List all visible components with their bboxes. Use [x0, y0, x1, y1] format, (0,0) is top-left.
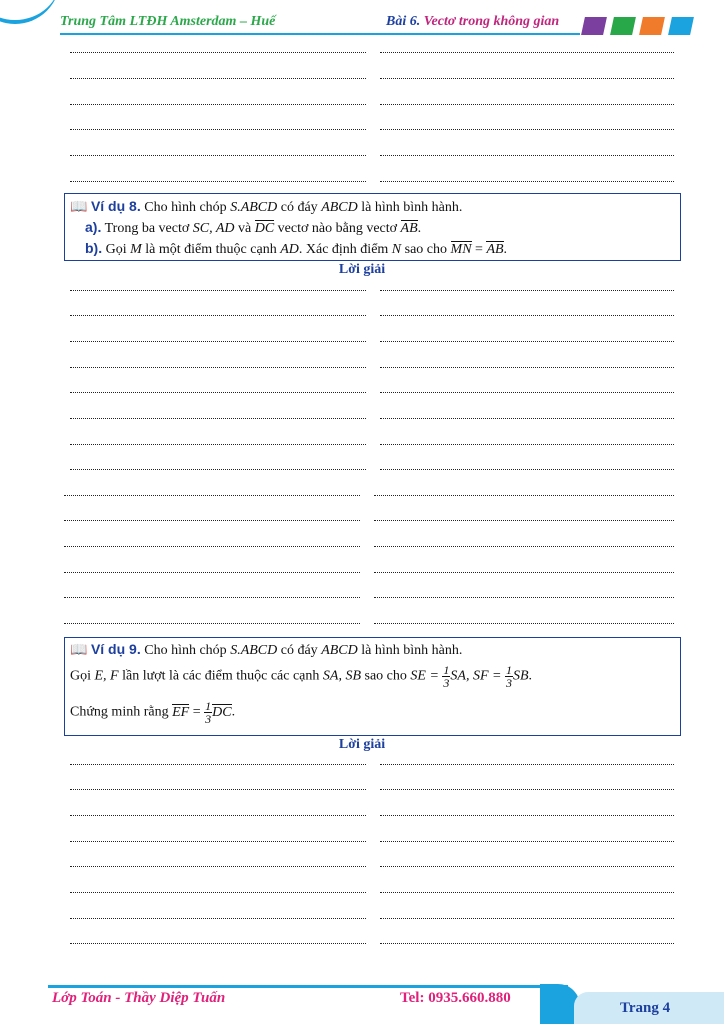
line-2-text-1: Gọi — [70, 668, 91, 684]
answer-line — [380, 469, 674, 470]
vector-dc: DC — [254, 221, 275, 236]
header-square-blue — [668, 17, 694, 35]
answer-line — [64, 572, 360, 573]
answer-line — [64, 546, 360, 547]
example-8-mid: có đáy — [280, 200, 318, 215]
part-b-label: b). — [85, 240, 103, 256]
answer-line — [374, 572, 674, 573]
points-e-f: E, F — [94, 668, 119, 684]
answer-line — [70, 315, 366, 316]
point-n: N — [391, 242, 402, 257]
solution-label-8: Lời giải — [338, 262, 386, 277]
answer-line — [374, 597, 674, 598]
point-m: M — [130, 242, 142, 257]
header-square-orange — [639, 17, 665, 35]
answer-line — [70, 764, 366, 765]
answer-line — [70, 341, 366, 342]
part-a-vectors: SC, AD — [192, 221, 235, 236]
answer-line — [380, 52, 674, 53]
answer-line — [380, 129, 674, 130]
answer-line — [70, 815, 366, 816]
footer-class-name: Lớp Toán - Thầy Diệp Tuấn — [52, 990, 226, 1006]
answer-line — [70, 444, 366, 445]
part-b-text-4: sao cho — [404, 242, 448, 257]
fraction-one-third-3 — [204, 700, 212, 725]
example-8-part-a: a). Trong ba vectơ SC, AD và DC vectơ nào bằng vectơ AB. — [85, 219, 422, 236]
answer-line — [70, 78, 366, 79]
answer-line — [374, 546, 674, 547]
answer-line — [380, 444, 674, 445]
answer-line — [380, 815, 674, 816]
answer-line — [70, 418, 366, 419]
base-name: ABCD — [321, 200, 358, 215]
example-8-line-1 — [70, 198, 462, 216]
answer-line — [380, 155, 674, 156]
vector-ab-2: AB — [486, 242, 504, 257]
fraction-numerator: 1 — [443, 663, 450, 677]
answer-line — [380, 918, 674, 919]
example-9-line-1 — [70, 641, 462, 659]
example-9-end: là hình bình hành. — [361, 643, 463, 658]
answer-line — [70, 918, 366, 919]
sb-expr: SB — [512, 668, 529, 684]
answer-line — [70, 367, 366, 368]
example-9-box — [64, 637, 681, 736]
vector-dc-2: DC — [212, 704, 232, 720]
book-icon: 📖 — [70, 200, 88, 215]
sa-sf-expr: SA, SF = — [450, 668, 502, 684]
header-rule — [60, 33, 580, 35]
answer-line — [374, 520, 674, 521]
answer-line — [64, 495, 360, 496]
header-lesson — [386, 14, 559, 30]
footer-phone: Tel: 0935.660.880 — [400, 990, 511, 1006]
example-9-line-3: Chứng minh rằng EF = $\frac{1}{3}$ DC. — [70, 699, 236, 726]
answer-line — [380, 104, 674, 105]
part-a-and: và — [238, 221, 252, 236]
answer-line — [70, 392, 366, 393]
answer-line — [70, 181, 366, 182]
answer-line — [70, 155, 366, 156]
example-9-intro: Cho hình chóp — [144, 643, 227, 658]
answer-line — [380, 418, 674, 419]
equals-sign-2: = — [192, 704, 201, 720]
example-8-end: là hình bình hành. — [361, 200, 463, 215]
example-8-label: Ví dụ 8. — [90, 198, 141, 214]
example-9-line-2: Gọi E, F lần lượt là các điểm thuộc các cạnh SA, SB sao cho SE = $\frac{1}{3}$ SA, SF = $\frac{1}{3}$ SB. — [70, 663, 533, 690]
header-square-purple — [581, 17, 607, 35]
example-8-part-b: b). Gọi M là một điểm thuộc cạnh AD. Xác định điểm N sao cho MN = AB. — [85, 240, 508, 257]
edges-sa-sb: SA, SB — [322, 668, 362, 684]
example-9-mid: có đáy — [280, 643, 318, 658]
answer-line — [70, 290, 366, 291]
page-number: Trang 4 — [620, 1000, 671, 1016]
footer-rule — [48, 985, 568, 988]
example-9-label: Ví dụ 9. — [90, 641, 141, 657]
answer-line — [70, 866, 366, 867]
part-b-text-1: Gọi — [105, 242, 127, 257]
answer-line — [70, 943, 366, 944]
part-a-text-1: Trong ba vectơ — [104, 221, 190, 236]
se-expr: SE = — [410, 668, 439, 684]
example-8-intro: Cho hình chóp — [144, 200, 227, 215]
lesson-title: Vectơ trong không gian — [423, 14, 560, 29]
vector-mn: MN — [450, 242, 472, 257]
vector-ab: AB — [400, 221, 418, 236]
header-square-green — [610, 17, 636, 35]
fraction-numerator-3: 1 — [205, 699, 212, 713]
answer-line — [380, 789, 674, 790]
part-b-text-2: là một điểm thuộc cạnh — [145, 242, 277, 257]
part-b-text-3: . Xác định điểm — [298, 242, 389, 257]
fraction-one-third-2 — [505, 664, 513, 689]
pyramid-name-2: S.ABCD — [230, 643, 278, 658]
answer-line — [380, 181, 674, 182]
answer-line — [64, 623, 360, 624]
answer-line — [70, 129, 366, 130]
answer-line — [380, 764, 674, 765]
base-name-2: ABCD — [321, 643, 358, 658]
answer-line — [374, 623, 674, 624]
line-2-text-3: sao cho — [364, 668, 407, 684]
fraction-numerator-2: 1 — [505, 663, 512, 677]
answer-line — [64, 520, 360, 521]
book-icon-2: 📖 — [70, 643, 88, 658]
answer-line — [380, 841, 674, 842]
fraction-denominator-3: 3 — [205, 712, 212, 726]
equals-sign: = — [475, 242, 483, 257]
solution-label-9: Lời giải — [338, 737, 386, 752]
fraction-denominator: 3 — [443, 676, 450, 690]
answer-line — [374, 495, 674, 496]
answer-line — [380, 78, 674, 79]
pyramid-name: S.ABCD — [230, 200, 278, 215]
answer-line — [380, 315, 674, 316]
fraction-denominator-2: 3 — [505, 676, 512, 690]
example-8-box — [64, 193, 681, 261]
answer-line — [70, 469, 366, 470]
answer-line — [70, 841, 366, 842]
answer-line — [70, 104, 366, 105]
line-3-text: Chứng minh rằng — [70, 704, 169, 720]
answer-line — [380, 290, 674, 291]
header-center-name: Trung Tâm LTĐH Amsterdam – Huế — [60, 14, 276, 29]
part-a-label: a). — [85, 219, 102, 235]
part-a-text-2: vectơ nào bằng vectơ — [277, 221, 398, 236]
answer-line — [380, 392, 674, 393]
answer-line — [70, 892, 366, 893]
line-2-text-2: lần lượt là các điểm thuộc các cạnh — [122, 668, 320, 684]
answer-line — [70, 52, 366, 53]
answer-line — [380, 943, 674, 944]
answer-line — [70, 789, 366, 790]
header-arc — [0, 0, 60, 24]
answer-line — [380, 892, 674, 893]
vector-ef: EF — [172, 704, 190, 720]
answer-line — [64, 597, 360, 598]
answer-line — [380, 341, 674, 342]
lesson-number: Bài 6. — [386, 14, 421, 29]
answer-line — [380, 367, 674, 368]
edge-ad: AD — [280, 242, 299, 257]
answer-line — [380, 866, 674, 867]
